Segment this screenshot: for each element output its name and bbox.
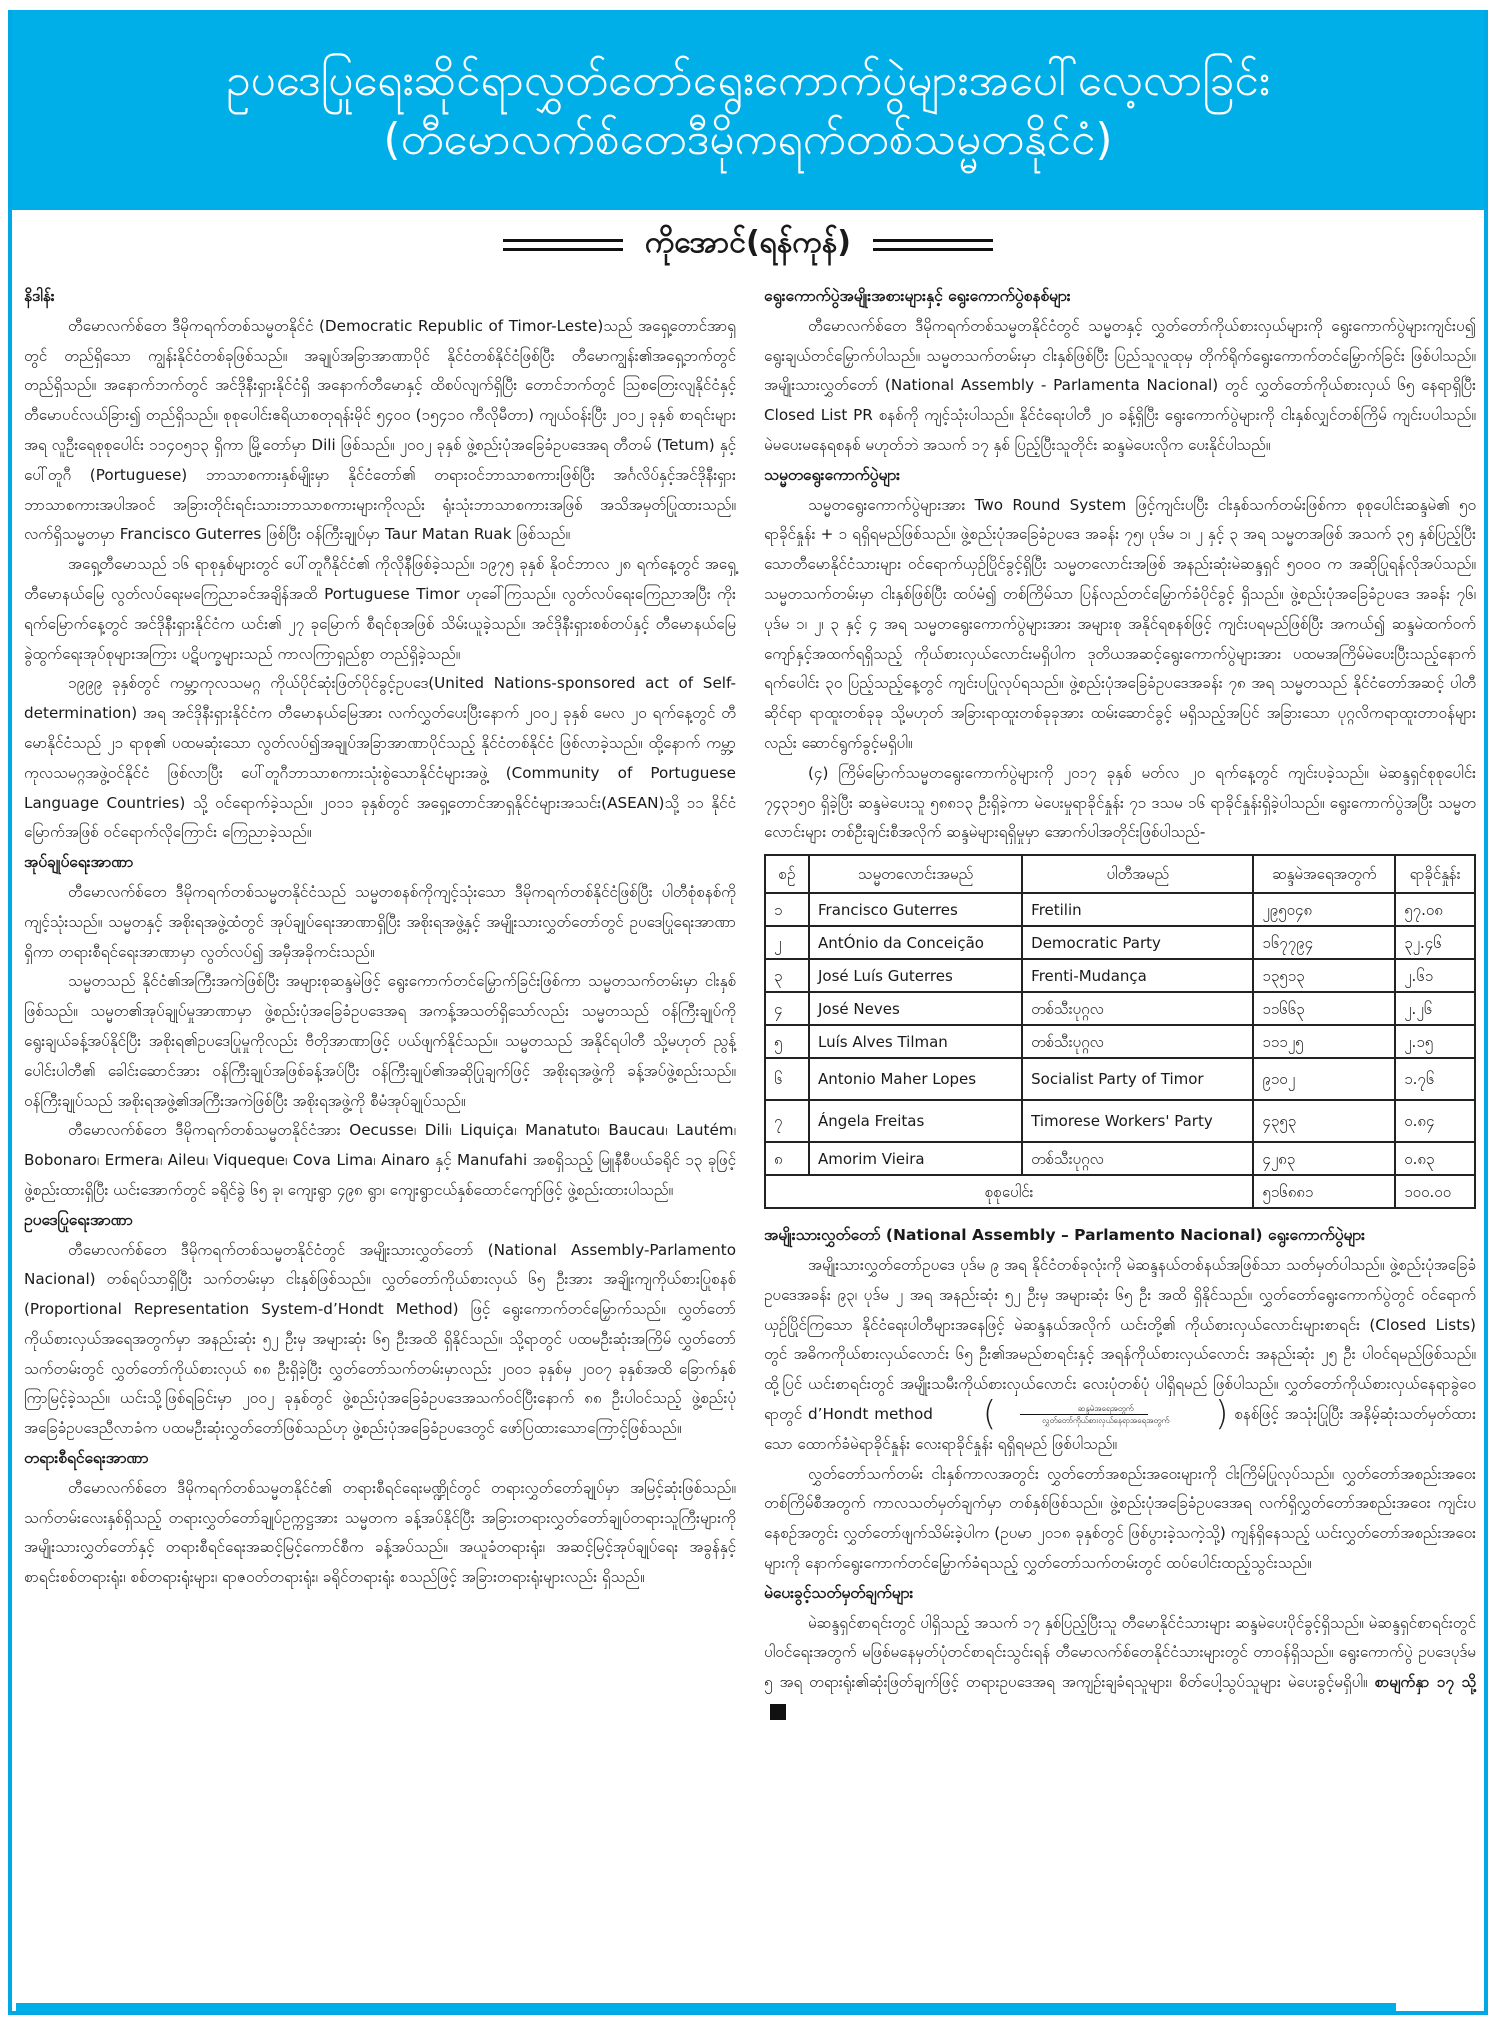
end-square-icon xyxy=(770,1704,786,1720)
cell-percent: ၅၇.၀၈ xyxy=(1395,893,1475,926)
bottom-rule xyxy=(16,2003,1396,2011)
cell-party: Fretilin xyxy=(1022,893,1253,926)
cell-number: ၆ xyxy=(765,1058,809,1100)
continued-on-page: စာမျက်နှာ ၁၇ သို့ xyxy=(1374,1673,1476,1692)
cell-votes: ၉၁၀၂ xyxy=(1253,1058,1395,1100)
total-votes: ၅၁၆၈၈၁ xyxy=(1253,1175,1395,1208)
cell-number: ၈ xyxy=(765,1142,809,1175)
paragraph xyxy=(764,1251,1476,1460)
cell-party: Timorese Workers' Party xyxy=(1022,1100,1253,1142)
table-row xyxy=(765,959,1475,992)
cell-votes: ၄၃၅၃ xyxy=(1253,1100,1395,1142)
cell-number: ၃ xyxy=(765,959,809,992)
cell-number: ၇ xyxy=(765,1100,809,1142)
left-column xyxy=(24,282,736,1593)
cell-candidate: Antonio Maher Lopes xyxy=(809,1058,1022,1100)
cell-party: Frenti-Mudança xyxy=(1022,959,1253,992)
cell-party: Socialist Party of Timor xyxy=(1022,1058,1253,1100)
byline-rule-left xyxy=(503,239,623,251)
paragraph-text: စနစ်ဖြင့် အသုံးပြုပြီး အနိမ့်ဆုံးသတ်မှတ်ထားသော ထောက်ခံမဲရာခိုင်နှုန်း လေးရာခိုင်နှုန်း ရရှိရမည် ဖြစ်ပါသည်။ xyxy=(764,1404,1477,1453)
paragraph: ၁၉၉၉ ခုနှစ်တွင် ကမ္ဘာ့ကုလသမဂ္ဂ ကိုယ်ပိုင်ဆုံးဖြတ်ပိုင်ခွင့်ဥပဒေ(United Nations-sponsored act of Self-determination) အရ အင်ဒိုနီးရှားနိုင်ငံက တီမောနယ်မြေအား လက်လွှတ်ပေးပြီးနောက် ၂၀၀၂ ခုနှစ် မေလ ၂၀ ရက်နေ့တွင် တီမောနိုင်ငံသည် ၂၁ ရာစု၏ ပထမဆုံးသော လွတ်လပ်၍အချုပ်အခြာအာဏာပိုင်သည့် နိုင်ငံတစ်နိုင်ငံ ဖြစ်လာခဲ့သည်။ ထို့နောက် ကမ္ဘာ့ကုလသမဂ္ဂအဖွဲ့ဝင်နိုင်ငံ ဖြစ်လာပြီး ပေါ်တူဂီဘာသာစကားသုံးစွဲသောနိုင်ငံများအဖွဲ့ (Community of Portuguese Language Countries) သို့ ဝင်ရောက်ခဲ့သည်။ ၂၀၁၁ ခုနှစ်တွင် အရှေ့တောင်အာရှနိုင်ငံများအသင်း(ASEAN)သို့ ၁၁ နိုင်ငံမြောက်အဖြစ် ဝင်ရောက်လိုကြောင်း ကြေညာခဲ့သည်။ xyxy=(24,674,736,842)
right-column xyxy=(764,282,1476,1728)
cell-percent: ၃၂.၄၆ xyxy=(1395,926,1475,959)
paragraph: တီမောလက်စ်တေ ဒီမိုကရက်တစ်သမ္မတနိုင်ငံ (Democratic Republic of Timor-Leste)သည် အရှေ့တောင်အာရှတွင် တည်ရှိသော ကျွန်းနိုင်ငံတစ်ခုဖြစ်သည်။ အချုပ်အခြာအာဏာပိုင် နိုင်ငံတစ်နိုင်ငံဖြစ်ပြီး တီမောကျွန်း၏အရှေ့ဘက်တွင် တည်ရှိသည်။ အနောက်ဘက်တွင် အင်ဒိုနီးရှားနိုင်ငံရှိ အနောက်တီမောနှင့် ထိစပ်လျက်ရှိပြီး တောင်ဘက်တွင် ဩစတြေးလျနိုင်ငံနှင့် တီမောပင်လယ်ခြား၍ တည်ရှိသည်။ စုစုပေါင်းဧရိယာစတုရန်းမိုင် ၅၄၀၀ (၁၅၄၁၀ ကီလိုမီတာ) ကျယ်ဝန်းပြီး ၂၀၁၂ ခုနှစ် စာရင်းများအရ လူဦးရေစုစုပေါင်း ၁၁၄၀၅၁၃ ရှိကာ မြို့တော်မှာ Dili ဖြစ်သည်။ ၂၀၀၂ ခုနှစ် ဖွဲ့စည်းပုံအခြေခံဥပဒေအရ တီတမ် (Tetum) နှင့် ပေါ်တူဂီ (Portuguese) ဘာသာစကားနှစ်မျိုးမှာ နိုင်ငံတော်၏ တရားဝင်ဘာသာစကားဖြစ်ပြီး အင်္ဂလိပ်နှင့်အင်ဒိုနီးရှားဘာသာစကားအပါအဝင် အခြားတိုင်းရင်းသားဘာသာစကားများကိုလည်း ရုံးသုံးဘာသာစကားအဖြစ် အသိအမှတ်ပြုထားသည်။ လက်ရှိသမ္မတမှာ Francisco Guterres ဖြစ်ပြီး ဝန်ကြီးချုပ်မှာ Taur Matan Ruak ဖြစ်သည်။ xyxy=(24,316,736,544)
table-total-row xyxy=(765,1175,1475,1208)
paragraph: အရှေ့တီမောသည် ၁၆ ရာစုနှစ်များတွင် ပေါ်တူဂီနိုင်ငံ၏ ကိုလိုနီဖြစ်ခဲ့သည်။ ၁၉၇၅ ခုနှစ် နိုဝင်ဘာလ ၂၈ ရက်နေ့တွင် အရှေ့တီမောနယ်မြေ လွတ်လပ်ရေးမကြေညာခင်အချိန်အထိ Portuguese Timor ဟုခေါ်ကြသည်။ လွတ်လပ်ရေးကြေညာအပြီး ကိုးရက်မြောက်နေ့တွင် အင်ဒိုနီးရှားနိုင်ငံက ယင်း၏ ၂၇ ခုမြောက် စီရင်စုအဖြစ် သိမ်းယူခဲ့သည်။ အင်ဒိုနီးရှားစစ်တပ်နှင့် တီမောနယ်မြေ ခွဲထွက်ရေးအုပ်စုများအကြား ပဋိပက္ခများသည် ကာလကြာရှည်စွာ တည်ရှိခဲ့သည်။ xyxy=(24,555,736,663)
author-name: ကိုအောင်(ရန်ကုန်) xyxy=(644,225,852,260)
section-heading-national-assembly: အမျိုးသားလွှတ်တော် (National Assembly – Parlamento Nacional) ရွေးကောက်ပွဲများ xyxy=(764,1226,1366,1245)
paragraph: တီမောလက်စ်တေ ဒီမိုကရက်တစ်သမ္မတနိုင်ငံသည် သမ္မတစနစ်ကိုကျင့်သုံးသော ဒီမိုကရက်တစ်နိုင်ငံဖြစ်ပြီး ပါတီစုံစနစ်ကို ကျင့်သုံးသည်။ သမ္မတနှင့် အစိုးရအဖွဲ့ထံတွင် အုပ်ချုပ်ရေးအာဏာရှိပြီး အစိုးရအဖွဲ့နှင့် အမျိုးသားလွှတ်တော်တွင် ဥပဒေပြုရေးအာဏာရှိကာ တရားစီရင်ရေးအာဏာမှာ လွတ်လပ်၍ အမှီအခိုကင်းသည်။ xyxy=(24,882,736,961)
table-row xyxy=(765,1058,1475,1100)
byline-rule-right xyxy=(873,239,993,251)
paragraph: လွှတ်တော်သက်တမ်း ငါးနှစ်ကာလအတွင်း လွှတ်တော်အစည်းအဝေးများကို ငါးကြိမ်ပြုလုပ်သည်။ လွှတ်တော်အစည်းအဝေး တစ်ကြိမ်စီအတွက် ကာလသတ်မှတ်ချက်မှာ တစ်နှစ်ဖြစ်သည်။ ဖွဲ့စည်းပုံအခြေခံဥပဒေအရ လက်ရှိလွှတ်တော်အစည်းအဝေး ကျင်းပနေစဉ်အတွင်း လွှတ်တော်ဖျက်သိမ်းခဲ့ပါက (ဥပမာ ၂၀၁၈ ခုနှစ်တွင် ဖြစ်ပွားခဲ့သကဲ့သို့) ကျန်ရှိနေသည့် ယင်းလွှတ်တော်အစည်းအဝေးများကို နောက်ရွေးကောက်တင်မြှောက်ခံရသည့် လွှတ်တော်သက်တမ်းတွင် ထပ်ပေါင်းထည့်သွင်းသည်။ xyxy=(764,1464,1476,1572)
cell-votes: ၁၆၇၇၉၄ xyxy=(1253,926,1395,959)
cell-number: ၂ xyxy=(765,926,809,959)
col-header-votes: ဆန္ဒမဲအရေအတွက် xyxy=(1253,855,1395,893)
paragraph: တီမောလက်စ်တေ ဒီမိုကရက်တစ်သမ္မတနိုင်ငံတွင် သမ္မတနှင့် လွှတ်တော်ကိုယ်စားလှယ်များကို ရွေးကောက်ပွဲများကျင်းပ၍ ရွေးချယ်တင်မြှောက်ပါသည်။ သမ္မတသက်တမ်းမှာ ငါးနှစ်ဖြစ်ပြီး ပြည်သူလူထုမှ တိုက်ရိုက်ရွေးကောက်တင်မြှောက်ခြင်း ဖြစ်ပါသည်။ အမျိုးသားလွှတ်တော် (National Assembly - Parlamenta Nacional) တွင် လွှတ်တော်ကိုယ်စားလှယ် ၆၅ နေရာရှိပြီး Closed List PR စနစ်ကို ကျင့်သုံးပါသည်။ နိုင်ငံရေးပါတီ ၂၀ ခန့်ရှိပြီး ရွေးကောက်ပွဲများကို ငါးနှစ်လျှင်တစ်ကြိမ် ကျင်းပပါသည်။ မဲမပေးမနေရစနစ် မဟုတ်ဘဲ အသက် ၁၇ နှစ် ပြည့်ပြီးသူတိုင်း ဆန္ဒမဲပေးလိုက ပေးနိုင်ပါသည်။ xyxy=(764,316,1476,454)
cell-votes: ၄၂၈၃ xyxy=(1253,1142,1395,1175)
cell-party: တစ်သီးပုဂ္ဂလ xyxy=(1022,1142,1253,1175)
formula-numerator: ဆန္ဒမဲအရေအတွက် xyxy=(1020,1403,1148,1415)
table-row xyxy=(765,1100,1475,1142)
cell-votes: ၁၃၅၁၃ xyxy=(1253,959,1395,992)
dhondt-formula xyxy=(939,1394,1229,1435)
table-row xyxy=(765,926,1475,959)
paragraph: တီမောလက်စ်တေ ဒီမိုကရက်တစ်သမ္မတနိုင်ငံတွင် အမျိုးသားလွှတ်တော် (National Assembly-Parlamento Nacional) တစ်ရပ်သာရှိပြီး သက်တမ်းမှာ ငါးနှစ်ဖြစ်သည်။ လွှတ်တော်ကိုယ်စားလှယ် ၆၅ ဦးအား အချိုးကျကိုယ်စားပြုစနစ် (Proportional Representation System-d’Hondt Method) ဖြင့် ရွေးကောက်တင်မြှောက်သည်။ လွှတ်တော်ကိုယ်စားလှယ်အရေအတွက်မှာ အနည်းဆုံး ၅၂ ဦးမှ အများဆုံး ၆၅ ဦးအထိ ရှိနိုင်သည်။ သို့ရာတွင် ပထမဦးဆုံးအကြိမ် လွှတ်တော်သက်တမ်းတွင် လွှတ်တော်ကိုယ်စားလှယ် ၈၈ ဦးရှိခဲ့ပြီး လွှတ်တော်သက်တမ်းမှာလည်း ၂၀၀၁ ခုနှစ်မှ ၂၀၀၇ ခုနှစ်အထိ ခြောက်နှစ်ကြာမြင့်ခဲ့သည်။ ယင်းသို့ဖြစ်ရခြင်းမှာ ၂၀၀၂ ခုနှစ်တွင် ဖွဲ့စည်းပုံအခြေခံဥပဒေအသက်ဝင်ပြီးနောက် ၈၈ ဦးပါဝင်သည့် ဖွဲ့စည်းပုံအခြေခံဥပဒေညီလာခံက ပထမဦးဆုံးလွှတ်တော်ဖြစ်သည်ဟု ဖွဲ့စည်းပုံအခြေခံဥပဒေတွင် ဖော်ပြထားသောကြောင့်ဖြစ်သည်။ xyxy=(24,1240,736,1438)
paragraph xyxy=(764,1609,1476,1728)
cell-candidate: Francisco Guterres xyxy=(809,893,1022,926)
table-row xyxy=(765,893,1475,926)
cell-candidate: Ángela Freitas xyxy=(809,1100,1022,1142)
section-heading-judicial: တရားစီရင်ရေးအာဏာ xyxy=(24,1449,149,1468)
cell-candidate: Luís Alves Tilman xyxy=(809,1025,1022,1058)
section-heading-introduction: နိဒါန်း xyxy=(24,287,55,305)
paragraph: တီမောလက်စ်တေ ဒီမိုကရက်တစ်သမ္မတနိုင်ငံ၏ တရားစီရင်ရေးမဏ္ဍိုင်တွင် တရားလွှတ်တော်ချုပ်မှာ အမြင့်ဆုံးဖြစ်သည်။ သက်တမ်းလေးနှစ်ရှိသည့် တရားလွှတ်တော်ချုပ်ဥက္ကဋ္ဌအား သမ္မတက ခန့်အပ်နိုင်ပြီး အခြားတရားလွှတ်တော်ချုပ်တရားသူကြီးများကို အမျိုးသားလွှတ်တော်နှင့် တရားစီရင်ရေးအဆင့်မြင့်ကောင်စီက ခန့်အပ်သည်။ အယူခံတရားရုံး၊ အဆင့်မြင့်အုပ်ချုပ်ရေး အခွန်နှင့် စာရင်းစစ်တရားရုံး၊ စစ်တရားရုံးများ၊ ရာဇဝတ်တရားရုံး၊ ခရိုင်တရားရုံး စသည်ဖြင့် အခြားတရားရုံးများလည်း ရှိသည်။ xyxy=(24,1478,736,1587)
cell-candidate: Amorim Vieira xyxy=(809,1142,1022,1175)
cell-votes: ၂၉၅၀၄၈ xyxy=(1253,893,1395,926)
cell-percent: ၀.၈၄ xyxy=(1395,1100,1475,1142)
cell-party: တစ်သီးပုဂ္ဂလ xyxy=(1022,1025,1253,1058)
fraction xyxy=(998,1403,1169,1426)
election-results-table xyxy=(764,854,1476,1209)
section-heading-voting-rights: မဲပေးခွင့်သတ်မှတ်ချက်များ xyxy=(764,1583,914,1602)
table-row xyxy=(765,1025,1475,1058)
byline xyxy=(12,222,1484,267)
paragraph-text: မဲဆန္ဒရှင်စာရင်းတွင် ပါရှိသည့် အသက် ၁၇ နှစ်ပြည့်ပြီးသူ တီမောနိုင်ငံသားများ ဆန္ဒမဲပေးပိုင်ခွင့်ရှိသည်။ မဲဆန္ဒရှင်စာရင်းတွင် ပါဝင်ရေးအတွက် မဖြစ်မနေမှတ်ပုံတင်စာရင်းသွင်းရန် တီမောလက်စ်တေနိုင်ငံသားများတွင် တာဝန်ရှိသည်။ ရွေးကောက်ပွဲ ဥပဒေပုဒ်မ ၅ အရ တရားရုံး၏ဆုံးဖြတ်ချက်ဖြင့် တရားဥပဒေအရ အကျဉ်းချခံရသူများ၊ စိတ်ပေါ့သွပ်သူများ မဲပေးခွင့်မရှိပါ။ xyxy=(764,1613,1476,1692)
total-label: စုစုပေါင်း xyxy=(765,1175,1253,1208)
cell-number: ၁ xyxy=(765,893,809,926)
paragraph-text: အမျိုးသားလွှတ်တော်ဥပဒေ ပုဒ်မ ၉ အရ နိုင်ငံတစ်ခုလုံးကို မဲဆန္ဒနယ်တစ်နယ်အဖြစ်သာ သတ်မှတ်ပါသည်။ ဖွဲ့စည်းပုံအခြေခံဥပဒေအခန်း ၉၃၊ ပုဒ်မ ၂ အရ အနည်းဆုံး ၅၂ ဦးမှ အများဆုံး ၆၅ ဦး အထိ ရှိနိုင်သည်။ လွှတ်တော်ရွေးကောက်ပွဲတွင် ဝင်ရောက်ယှဉ်ပြိုင်ကြသော နိုင်ငံရေးပါတီများအနေဖြင့် မဲဆန္ဒနယ်အလိုက် ယင်းတို့၏ ကိုယ်စားလှယ်လောင်းများစာရင်း (Closed Lists) တွင် အဓိကကိုယ်စားလှယ်လောင်း ၆၅ ဦး၏အမည်စာရင်းနှင့် အရန်ကိုယ်စားလှယ်လောင်း အနည်းဆုံး ၂၅ ဦး ပါဝင်ရမည်ဖြစ်သည်။ ထို့ပြင် ယင်းစာရင်းတွင် အမျိုးသမီးကိုယ်စားလှယ်လောင်း လေးပုံတစ်ပုံ ပါရှိရမည် ဖြစ်ပါသည်။ လွှတ်တော်ကိုယ်စားလှယ်နေရာခွဲဝေရာတွင် d’Hondt method xyxy=(764,1255,1476,1423)
title-banner xyxy=(12,10,1484,210)
cell-percent: ၂.၂၆ xyxy=(1395,992,1475,1025)
cell-number: ၄ xyxy=(765,992,809,1025)
section-heading-executive: အုပ်ချုပ်ရေးအာဏာ xyxy=(24,853,134,872)
paragraph: သမ္မတရွေးကောက်ပွဲများအား Two Round System ဖြင့်ကျင်းပပြီး ငါးနှစ်သက်တမ်းဖြစ်ကာ စုစုပေါင်းဆန္ဒမဲ၏ ၅၀ ရာခိုင်နှုန်း + ၁ ရရှိရမည်ဖြစ်သည်။ ဖွဲ့စည်းပုံအခြေခံဥပဒေ အခန်း ၇၅၊ ပုဒ်မ ၁၊ ၂ နှင့် ၃ အရ သမ္မတအဖြစ် အသက် ၃၅ နှစ်ပြည့်ပြီးသောတီမောနိုင်ငံသားများ ဝင်ရောက်ယှဉ်ပြိုင်ခွင့်ရှိပြီး သမ္မတလောင်းအဖြစ် အနည်းဆုံးမဲဆန္ဒရှင် ၅၀၀၀ က အဆိုပြုရန်လိုအပ်သည်။ သမ္မတသက်တမ်းမှာ ငါးနှစ်ဖြစ်ပြီး ထပ်မံ၍ တစ်ကြိမ်သာ ပြန်လည်တင်မြှောက်ခံပိုင်ခွင့် ရှိသည်။ ဖွဲ့စည်းပုံအခြေခံဥပဒေ အခန်း ၇၆၊ ပုဒ်မ ၁၊ ၂၊ ၃ နှင့် ၄ အရ သမ္မတရွေးကောက်ပွဲများအား အများစု အနိုင်ရစနစ်ဖြင့် ကျင်းပရမည်ဖြစ်ပြီး အကယ်၍ ဆန္ဒမဲထက်ဝက်ကျော်နှင့်အထက်ရရှိသည့် ကိုယ်စားလှယ်လောင်းမရှိပါက ဒုတိယအဆင့်ရွေးကောက်ပွဲများအား ပထမအကြိမ်မဲပေးပြီးသည့်နောက် ရက်ပေါင်း ၃၀ ပြည့်သည့်နေ့တွင် ကျင်းပပြုလုပ်ရသည်။ ဖွဲ့စည်းပုံအခြေခံဥပဒေအခန်း ၇၈ အရ သမ္မတသည် နိုင်ငံတော်အဆင့် ပါတီဆိုင်ရာ ရာထူးတစ်ခုခု သို့မဟုတ် အခြားရာထူးတစ်ခုခုအား ထမ်းဆောင်ခွင့် မရှိသည့်အပြင် အခြားသော ပုဂ္ဂလိကရာထူးတာဝန်များလည်း ဆောင်ရွက်ခွင့်မရှိပါ။ xyxy=(764,495,1476,752)
section-heading-presidential: သမ္မတရွေးကောက်ပွဲများ xyxy=(764,465,901,484)
col-header-party: ပါတီအမည် xyxy=(1022,855,1253,893)
col-header-candidate: သမ္မတလောင်းအမည် xyxy=(809,855,1022,893)
cell-percent: ၂.၁၅ xyxy=(1395,1025,1475,1058)
section-heading-legislative: ဥပဒေပြုရေးအာဏာ xyxy=(24,1210,133,1229)
col-header-no: စဉ် xyxy=(765,855,809,893)
total-percent: ၁၀၀.၀၀ xyxy=(1395,1175,1475,1208)
cell-party: တစ်သီးပုဂ္ဂလ xyxy=(1022,992,1253,1025)
article-subtitle: (တီမောလက်စ်တေဒီမိုကရက်တစ်သမ္မတနိုင်ငံ) xyxy=(383,114,1113,165)
formula-denominator: လွှတ်တော်ကိုယ်စားလှယ်နေရာအရေအတွက် xyxy=(1042,1415,1170,1425)
cell-percent: ၁.၇၆ xyxy=(1395,1058,1475,1100)
table-header-row xyxy=(765,855,1475,893)
article-title: ဥပဒေပြုရေးဆိုင်ရာလွှတ်တော်ရွေးကောက်ပွဲများအပေါ်လေ့လာခြင်း xyxy=(226,54,1270,106)
cell-candidate: José Luís Guterres xyxy=(809,959,1022,992)
section-heading-election-types: ရွေးကောက်ပွဲအမျိုးအစားများနှင့် ရွေးကောက်ပွဲစနစ်များ xyxy=(764,287,1071,305)
cell-votes: ၁၁၁၂၅ xyxy=(1253,1025,1395,1058)
cell-percent: ၀.၈၃ xyxy=(1395,1142,1475,1175)
cell-percent: ၂.၆၁ xyxy=(1395,959,1475,992)
cell-votes: ၁၁၆၆၃ xyxy=(1253,992,1395,1025)
paren-open: ( xyxy=(982,1394,997,1435)
table-row xyxy=(765,1142,1475,1175)
table-row xyxy=(765,992,1475,1025)
cell-number: ၅ xyxy=(765,1025,809,1058)
cell-candidate: AntÓnio da Conceição xyxy=(809,926,1022,959)
col-header-percent: ရာခိုင်နှုန်း xyxy=(1395,855,1475,893)
cell-party: Democratic Party xyxy=(1022,926,1253,959)
page-frame xyxy=(8,10,1488,2015)
paragraph: (၄) ကြိမ်မြောက်သမ္မတရွေးကောက်ပွဲများကို ၂၀၁၇ ခုနှစ် မတ်လ ၂၀ ရက်နေ့တွင် ကျင်းပခဲ့သည်။ မဲဆန္ဒရှင်စုစုပေါင်း ၇၄၃၁၅၀ ရှိခဲ့ပြီး ဆန္ဒမဲပေးသူ ၅၈၈၁၃ ဦးရှိခဲ့ကာ မဲပေးမှုရာခိုင်နှုန်း ၇၁ ဒသမ ၁၆ ရာခိုင်နှုန်းရှိခဲ့ပါသည်။ ရွေးကောက်ပွဲအပြီး သမ္မတလောင်းများ တစ်ဦးချင်းစီအလိုက် ဆန္ဒမဲများရရှိမှုမှာ အောက်ပါအတိုင်းဖြစ်ပါသည်- xyxy=(764,763,1476,842)
paragraph: တီမောလက်စ်တေ ဒီမိုကရက်တစ်သမ္မတနိုင်ငံအား Oecusse၊ Dili၊ Liquiça၊ Manatuto၊ Baucau၊ Lautém၊ Bobonaro၊ Ermera၊ Aileu၊ Viqueque၊ Cova Lima၊ Ainaro နှင့် Manufahi အစရှိသည့် မြူနီစီပယ်ခရိုင် ၁၃ ခုဖြင့် ဖွဲ့စည်းထားရှိပြီး ယင်းအောက်တွင် ခရိုင်ခွဲ ၆၅ ခု၊ ကျေးရွာ ၄၉၈ ရွာ၊ ကျေးရွာငယ်နှစ်ထောင်ကျော်ဖြင့် ဖွဲ့စည်းထားပါသည်။ xyxy=(24,1121,736,1199)
paragraph: သမ္မတသည် နိုင်ငံ၏အကြီးအကဲဖြစ်ပြီး အများစုဆန္ဒမဲဖြင့် ရွေးကောက်တင်မြှောက်ခြင်းဖြစ်ကာ သမ္မတသက်တမ်းမှာ ငါးနှစ်ဖြစ်သည်။ သမ္မတ၏အုပ်ချုပ်မှုအာဏာမှာ ဖွဲ့စည်းပုံအခြေခံဥပဒေအရ အကန့်အသတ်ရှိသော်လည်း သမ္မတသည် ဝန်ကြီးချုပ်ကို ရွေးချယ်ခန့်အပ်နိုင်ပြီး အစိုးရ၏ဥပဒေပြုမှုကိုလည်း ဗီတိုအာဏာဖြင့် ပယ်ဖျက်နိုင်သည်။ သမ္မတသည် အနိုင်ရပါတီ သို့မဟုတ် ညွန့်ပေါင်းပါတီ၏ ခေါင်းဆောင်အား ဝန်ကြီးချုပ်အဖြစ်ခန့်အပ်ပြီး ဝန်ကြီးချုပ်၏အဆိုပြုချက်ဖြင့် အစိုးရအဖွဲ့ကို ခန့်အပ်ဖွဲ့စည်းသည်။ ဝန်ကြီးချုပ်သည် အစိုးရအဖွဲ့၏အကြီးအကဲဖြစ်ပြီး အစိုးရအဖွဲ့ကို စီမံအုပ်ချုပ်သည်။ xyxy=(24,972,736,1110)
cell-candidate: José Neves xyxy=(809,992,1022,1025)
table-body xyxy=(765,893,1475,1175)
paren-close: ) xyxy=(1215,1394,1229,1435)
